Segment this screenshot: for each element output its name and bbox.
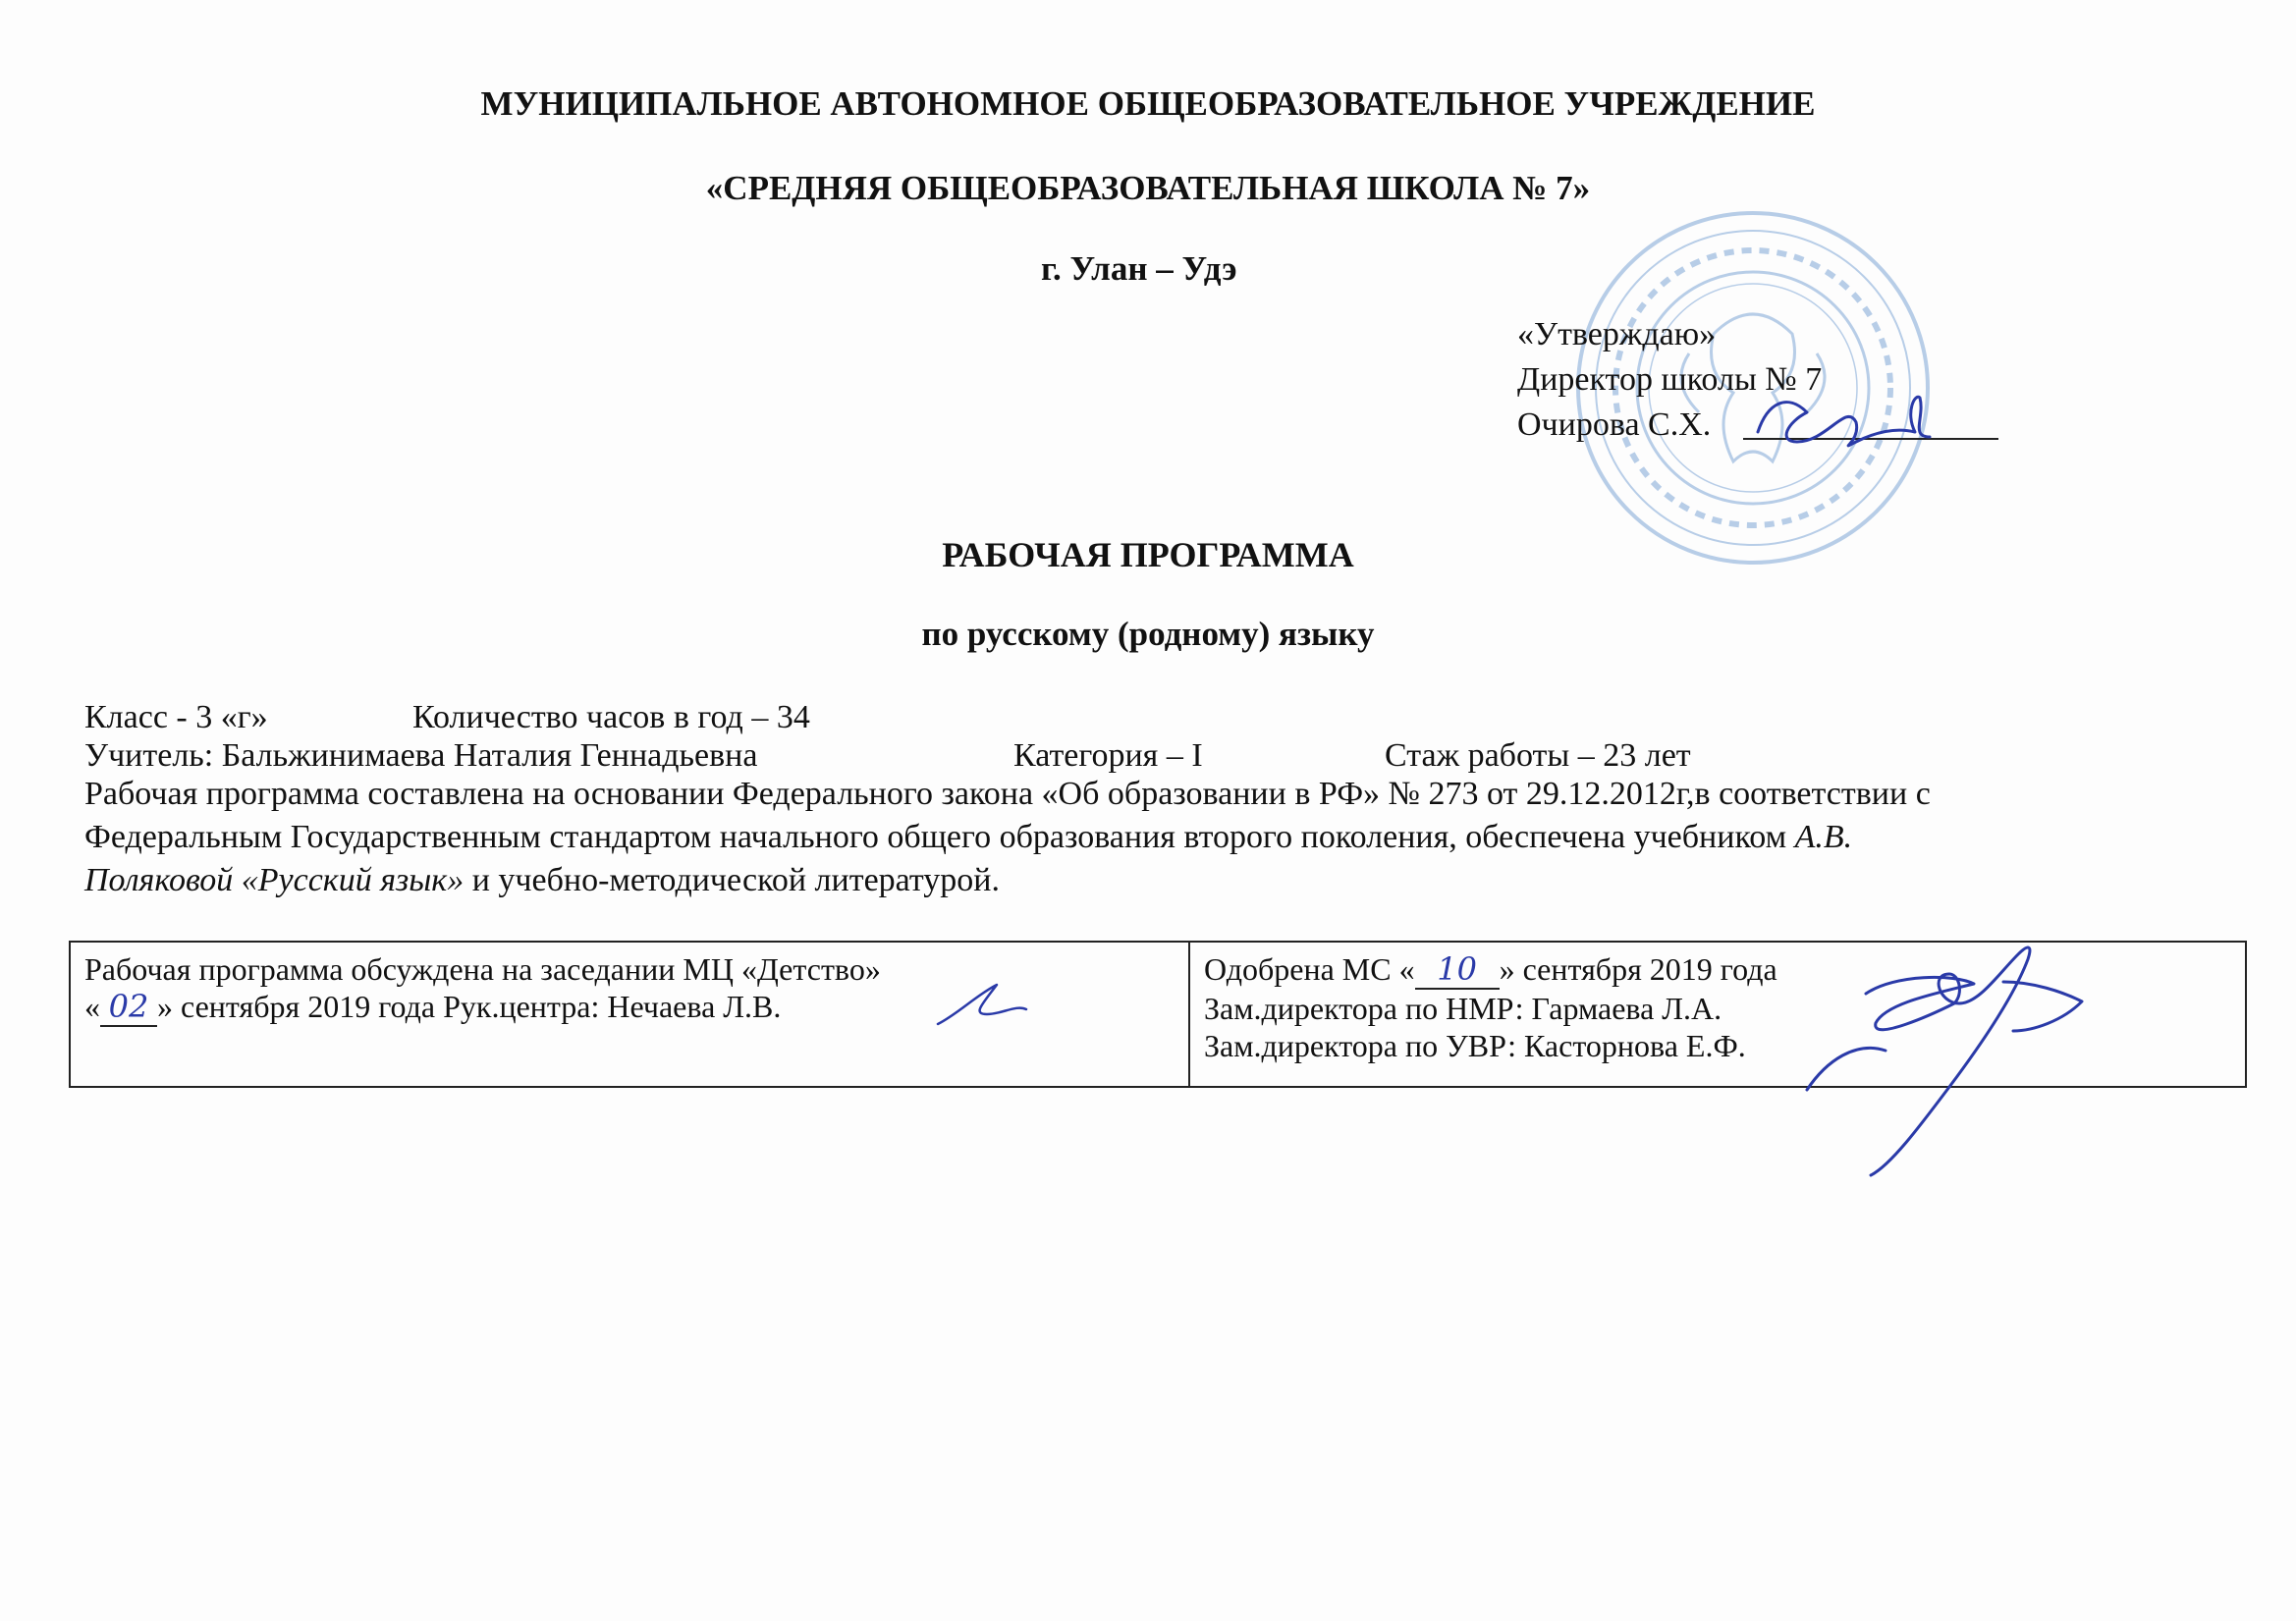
approval-director-name: Очирова С.Х. (1517, 406, 1712, 443)
textbook-title: Поляковой «Русский язык» (84, 862, 465, 898)
meeting-day: 02 (100, 988, 157, 1027)
quote-open: « (84, 989, 100, 1024)
basis-line-2 (84, 813, 1852, 862)
council-line-2: Зам.директора по НМР: Гармаева Л.А. (1204, 991, 1722, 1026)
document-subject: по русскому (родному) языку (921, 615, 1375, 653)
class-label: Класс - 3 «г» (84, 699, 268, 735)
basis-line-2-text: Федеральным Государственным стандартом начального общего образования второго поколения, обеспечена учебником (84, 819, 1795, 855)
city-name: г. Улан – Удэ (1041, 249, 1237, 288)
document-title: РАБОЧАЯ ПРОГРАММА (942, 535, 1354, 574)
council-date-rest: » сентября 2019 года (1499, 951, 1777, 987)
teacher-category: Категория – I (1013, 737, 1203, 774)
basis-line-3-text: и учебно-методической литературой. (464, 862, 1000, 898)
institution-name: МУНИЦИПАЛЬНОЕ АВТОНОМНОЕ ОБЩЕОБРАЗОВАТЕЛЬНОЕ УЧРЕЖДЕНИЕ (480, 84, 1816, 123)
council-approved-label: Одобрена МС « (1204, 951, 1415, 987)
approval-table (69, 941, 2247, 1088)
methodical-center-line-2 (84, 988, 1175, 1027)
approval-director-title: Директор школы № 7 (1517, 361, 1823, 398)
basis-line-1: Рабочая программа составлена на основании Федерального закона «Об образовании в РФ» № 273 от 29.12.2012г,в соответствии с (84, 776, 1931, 812)
council-line-3: Зам.директора по УВР: Касторнова Е.Ф. (1204, 1028, 1746, 1063)
methodical-center-cell (70, 942, 1189, 1087)
methodical-center-line-1: Рабочая программа обсуждена на заседании МЦ «Детство» (84, 951, 881, 987)
council-day: 10 (1415, 950, 1500, 990)
approval-heading: «Утверждаю» (1517, 316, 1717, 352)
methodical-council-cell (1189, 942, 2246, 1087)
signature-line (1743, 438, 1998, 440)
council-line-1 (1204, 950, 2231, 990)
teacher-name: Учитель: Бальжинимаева Наталия Геннадьевна (84, 737, 758, 774)
meeting-details: » сентября 2019 года Рук.центра: Нечаева Л.В. (157, 989, 782, 1024)
hours-per-year: Количество часов в год – 34 (412, 699, 810, 735)
school-name: «СРЕДНЯЯ ОБЩЕОБРАЗОВАТЕЛЬНАЯ ШКОЛА № 7» (705, 169, 1591, 207)
basis-line-3 (84, 856, 1000, 905)
textbook-author-initials: А.В. (1794, 819, 1853, 855)
teacher-experience: Стаж работы – 23 лет (1385, 737, 1691, 774)
